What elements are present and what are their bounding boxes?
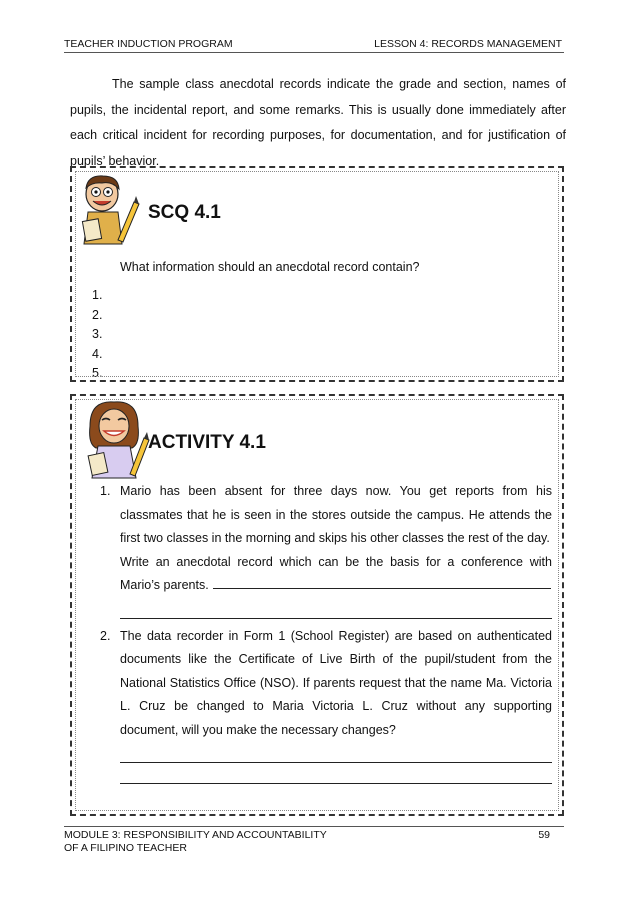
footer-module-cont: OF A FILIPINO TEACHER xyxy=(64,842,187,854)
activity-item-1 xyxy=(100,480,552,619)
scq-question: What information should an anecdotal record contain? xyxy=(120,260,420,274)
item-number: 1. xyxy=(100,484,111,498)
page-number: 59 xyxy=(538,829,550,841)
footer-module: MODULE 3: RESPONSIBILITY AND ACCOUNTABILITY xyxy=(64,829,327,841)
answer-blank[interactable] xyxy=(213,576,551,589)
item-prompt: Write an anecdotal record which can be the basis for a conference with Mario’s parents. xyxy=(120,554,552,592)
answer-line: 3. xyxy=(92,327,103,341)
header-program: TEACHER INDUCTION PROGRAM xyxy=(64,38,233,50)
scq-title: SCQ 4.1 xyxy=(148,202,221,223)
page-header xyxy=(64,38,564,53)
answer-blank[interactable] xyxy=(120,769,552,784)
scq-answer-list xyxy=(92,286,102,384)
answer-line: 2. xyxy=(92,307,103,322)
intro-paragraph: The sample class anecdotal records indicate the grade and section, names of pupils, the incidental report, and some remarks. This is usually done immediately after each critical incident for recording purposes, for documentation, and for justification of pupils’ behavior. xyxy=(70,77,566,168)
activity-item-list xyxy=(100,480,552,790)
item-text: The data recorder in Form 1 (School Register) are based on authenticated documents like the Certificate of Live Birth of the pupil/student from the National Statistics Office (NSO). If parents request that the name Ma. Victoria L. Cruz be changed to Maria Victoria L. Cruz without any supporting document, will you make the necessary changes? xyxy=(120,628,552,737)
page-footer xyxy=(64,826,564,855)
activity-box xyxy=(70,394,564,816)
teacher-with-pencil-icon xyxy=(86,400,152,480)
item-text: Mario has been absent for three days now. You get reports from his classmates that he is seen in the stores outside the campus. He attends the first two classes in the morning and skips his other classes the rest of the day. xyxy=(120,484,552,545)
answer-blank[interactable] xyxy=(120,604,552,619)
answer-line: 5. xyxy=(92,366,103,380)
header-lesson: LESSON 4: RECORDS MANAGEMENT xyxy=(374,38,562,50)
answer-blank[interactable] xyxy=(120,748,552,763)
teacher-with-pencil-icon xyxy=(78,172,142,246)
item-prompt-line xyxy=(120,551,552,598)
activity-item-2 xyxy=(100,625,552,785)
activity-title: ACTIVITY 4.1 xyxy=(148,432,266,453)
answer-line: 1. xyxy=(92,288,103,302)
answer-line: 4. xyxy=(92,346,103,361)
item-number: 2. xyxy=(100,628,111,643)
scq-box xyxy=(70,166,564,382)
